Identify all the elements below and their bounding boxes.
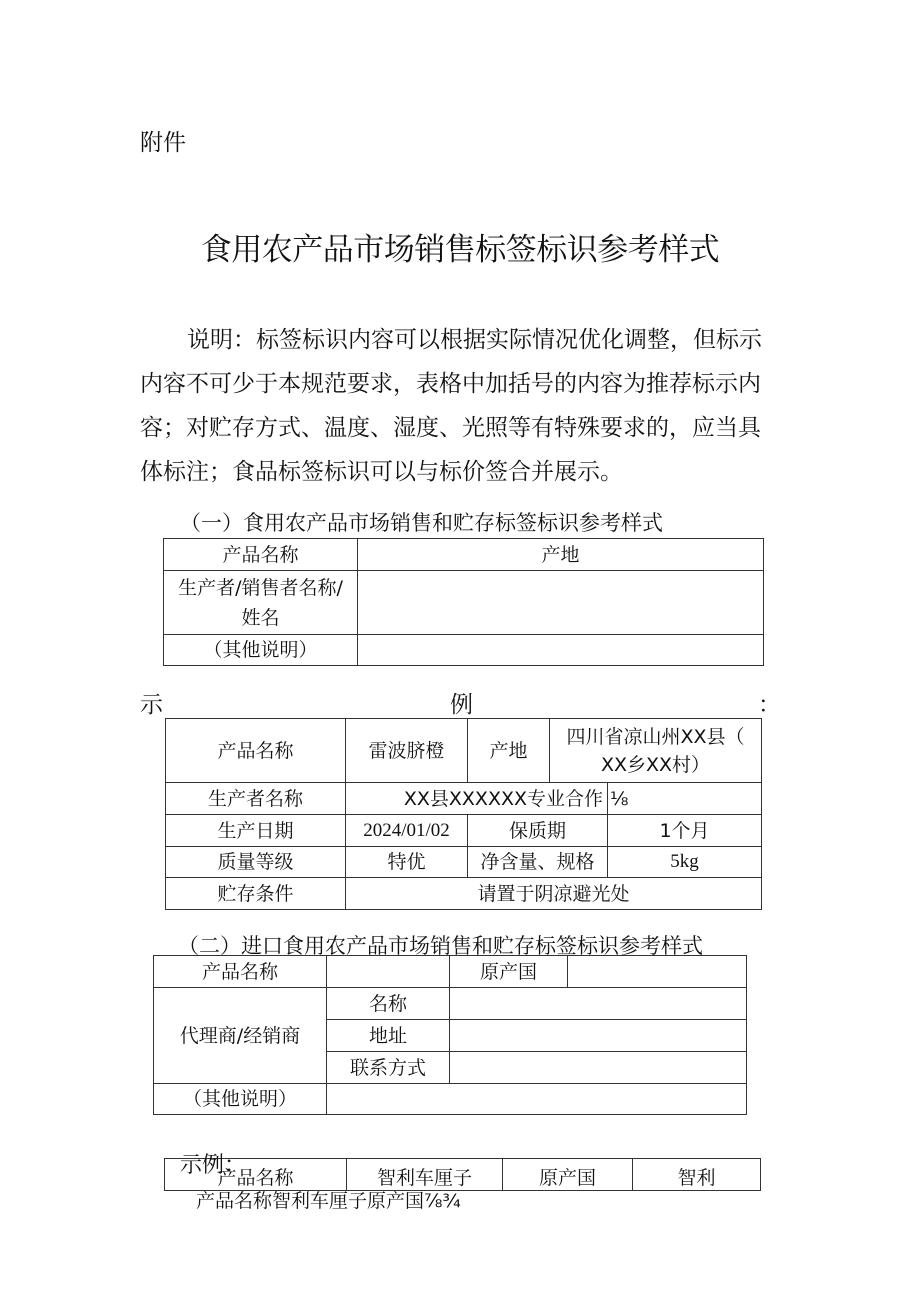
ex-product-name-label: 产品名称 <box>166 719 346 783</box>
s2-ex-origin-value: 智利 <box>633 1159 761 1191</box>
s2-name-value <box>450 988 747 1020</box>
producer-label-line-1: 生产者/销售者名称/ <box>178 576 343 599</box>
origin-value-line-1: 四川省凉山州XX县（ <box>566 725 745 748</box>
s2-agent-label: 代理商/经销商 <box>154 988 327 1084</box>
s2-name-label: 名称 <box>327 988 450 1020</box>
s2-address-label: 地址 <box>327 1020 450 1052</box>
ex-producer-label: 生产者名称 <box>166 783 346 815</box>
ex-date-value: 2024/01/02 <box>346 815 468 847</box>
page-title: 食用农产品市场销售标签标识参考样式 <box>200 232 720 268</box>
s2-other-value <box>327 1084 747 1115</box>
s2-other-label: （其他说明） <box>154 1084 327 1115</box>
s2-ex-origin-label: 原产国 <box>503 1159 633 1191</box>
example-label-c: ： <box>758 692 781 718</box>
s2-ex-product-name-value: 智利车厘子 <box>347 1159 503 1191</box>
ex-date-label: 生产日期 <box>166 815 346 847</box>
section2-garbled-line: 产品名称智利车厘子原产国⅞¾ <box>196 1190 461 1212</box>
section2-example-label: 示例： <box>180 1153 247 1178</box>
intro-line-2: 内容不可少于本规范要求，表格中加括号的内容为推荐标示内 <box>140 371 761 397</box>
ex-origin-label: 产地 <box>468 719 550 783</box>
ex-producer-value-tail: ⅛ <box>608 783 762 815</box>
example-label-a: 示 <box>140 692 163 718</box>
attachment-label: 附件 <box>140 130 186 156</box>
cell-producer-label <box>164 571 358 635</box>
cell-other-value <box>358 635 764 666</box>
intro-line-3: 容；对贮存方式、温度、湿度、光照等有特殊要求的，应当具 <box>140 415 761 441</box>
section1-heading: （一）食用农产品市场销售和贮存标签标识参考样式 <box>180 511 663 535</box>
s2-contact-label: 联系方式 <box>327 1052 450 1084</box>
section2-heading: （二）进口食用农产品市场销售和贮存标签标识参考样式 <box>178 934 703 958</box>
ex-origin-value <box>550 719 762 783</box>
s2-origin-country-label: 原产国 <box>450 956 568 988</box>
cell-producer-value <box>358 571 764 635</box>
s2-origin-country-value <box>568 956 747 988</box>
s2-address-value <box>450 1020 747 1052</box>
ex-producer-value: XX县XXXXXX专业合作 <box>346 783 608 815</box>
ex-shelf-value: 1个月 <box>608 815 762 847</box>
ex-net-label: 净含量、规格 <box>468 847 608 878</box>
s2-product-name-label: 产品名称 <box>154 956 327 988</box>
intro-line-1: 说明：标签标识内容可以根据实际情况优化调整，但标示 <box>187 327 762 353</box>
ex-net-value: 5kg <box>608 847 762 878</box>
section1-template-table <box>163 538 764 666</box>
section2-template-table <box>153 955 747 1115</box>
ex-product-name-value: 雷波脐橙 <box>346 719 468 783</box>
ex-grade-value: 特优 <box>346 847 468 878</box>
s2-contact-value <box>450 1052 747 1084</box>
origin-value-line-2: XX乡XX村） <box>600 753 711 776</box>
ex-storage-value: 请置于阴凉避光处 <box>346 878 762 910</box>
cell-product-name-label: 产品名称 <box>164 539 358 571</box>
producer-label-line-2: 姓名 <box>241 606 280 629</box>
ex-shelf-label: 保质期 <box>468 815 608 847</box>
cell-other-label: （其他说明） <box>164 635 358 666</box>
cell-origin-label: 产地 <box>358 539 764 571</box>
ex-grade-label: 质量等级 <box>166 847 346 878</box>
example-label-b: 例 <box>450 692 473 718</box>
intro-line-4: 体标注；食品标签标识可以与标价签合并展示。 <box>140 459 623 485</box>
section1-example-table <box>165 718 762 910</box>
s2-ex-product-name-label: 产品名称 <box>165 1159 347 1191</box>
ex-storage-label: 贮存条件 <box>166 878 346 910</box>
s2-product-name-value <box>327 956 450 988</box>
